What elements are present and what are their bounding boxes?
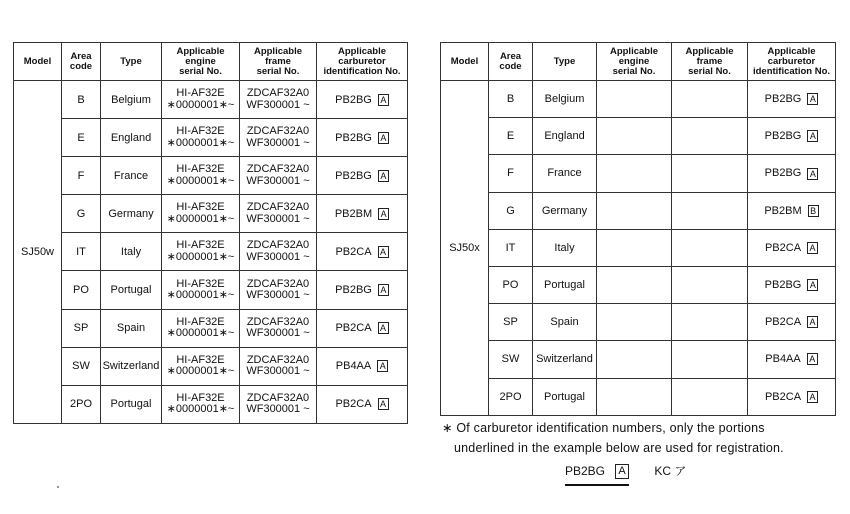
frame-serial-line: WF300001 ~: [246, 98, 310, 111]
table-row: [14, 195, 408, 233]
type-cell: Spain: [533, 304, 597, 341]
carburetor-id-text: PB2BM: [764, 204, 802, 217]
boxed-letter: A: [378, 208, 389, 220]
frame-serial-line: ZDCAF32A0: [246, 315, 310, 328]
type-cell: Germany: [533, 192, 597, 229]
footnote-line-2: underlined in the example below are used for registration.: [454, 441, 784, 455]
header-carburetor-id: Applicable carburetor identification No.: [748, 43, 836, 81]
model-cell: SJ50x: [441, 81, 489, 416]
engine-serial-line: ∗0000001∗~: [166, 250, 235, 263]
table-row: [441, 118, 836, 155]
carburetor-id-text: PB4AA: [765, 353, 801, 366]
carburetor-id-cell: [317, 195, 408, 233]
area-code-cell: E: [489, 118, 533, 155]
area-code-cell: F: [62, 157, 101, 195]
engine-serial-line: HI-AF32E: [176, 201, 225, 214]
boxed-letter: A: [807, 353, 818, 365]
boxed-letter: A: [378, 132, 389, 144]
frame-serial-cell: [672, 266, 748, 303]
type-cell: Belgium: [101, 81, 162, 119]
table-row: [441, 378, 836, 415]
engine-serial-line: HI-AF32E: [176, 125, 225, 138]
engine-serial-line: HI-AF32E: [176, 315, 225, 328]
carburetor-id-cell: [317, 157, 408, 195]
boxed-letter: A: [378, 94, 389, 106]
engine-serial-cell: [597, 229, 672, 266]
table-row: [14, 309, 408, 347]
frame-serial-cell: [240, 385, 317, 423]
carburetor-id-cell: [748, 192, 836, 229]
area-code-cell: E: [62, 119, 101, 157]
area-code-cell: 2PO: [62, 385, 101, 423]
boxed-letter: A: [807, 130, 818, 142]
header-model: Model: [441, 43, 489, 81]
engine-serial-cell: [597, 378, 672, 415]
type-cell: Portugal: [101, 271, 162, 309]
area-code-cell: G: [62, 195, 101, 233]
footnote: [442, 418, 842, 458]
engine-serial-line: ∗0000001∗~: [166, 365, 235, 378]
engine-serial-cell: [597, 192, 672, 229]
type-cell: France: [533, 155, 597, 192]
scan-speck: [57, 486, 59, 488]
frame-serial-cell: [672, 229, 748, 266]
carburetor-id-cell: [748, 155, 836, 192]
frame-serial-cell: [240, 233, 317, 271]
type-cell: England: [533, 118, 597, 155]
area-code-cell: B: [489, 81, 533, 118]
carburetor-id-text: PB2CA: [764, 316, 802, 329]
engine-serial-line: ∗0000001∗~: [166, 174, 235, 187]
frame-serial-cell: [240, 195, 317, 233]
frame-serial-cell: [240, 347, 317, 385]
carburetor-id-text: PB2BG: [764, 130, 802, 143]
type-cell: Switzerland: [101, 347, 162, 385]
header-area-code: Area code: [62, 43, 101, 81]
table-row: [14, 81, 408, 119]
frame-serial-cell: [672, 192, 748, 229]
engine-serial-line: ∗0000001∗~: [166, 327, 235, 340]
area-code-cell: 2PO: [489, 378, 533, 415]
table-row: [14, 233, 408, 271]
frame-serial-line: WF300001 ~: [246, 289, 310, 302]
carburetor-id-text: PB2CA: [764, 241, 802, 254]
engine-serial-cell: [597, 304, 672, 341]
header-model: Model: [14, 43, 62, 81]
boxed-letter: A: [378, 322, 389, 334]
area-code-cell: IT: [489, 229, 533, 266]
carburetor-id-cell: [748, 341, 836, 378]
table-row: [14, 119, 408, 157]
frame-serial-line: ZDCAF32A0: [246, 391, 310, 404]
frame-serial-cell: [672, 155, 748, 192]
frame-serial-line: WF300001 ~: [246, 365, 310, 378]
table-row: [441, 229, 836, 266]
frame-serial-line: WF300001 ~: [246, 212, 310, 225]
frame-serial-cell: [240, 81, 317, 119]
boxed-letter: A: [807, 93, 818, 105]
frame-serial-line: ZDCAF32A0: [246, 353, 310, 366]
engine-serial-cell: [162, 347, 240, 385]
area-code-cell: G: [489, 192, 533, 229]
left-spec-table: [13, 42, 408, 424]
engine-serial-cell: [162, 157, 240, 195]
header-type: Type: [101, 43, 162, 81]
carburetor-id-text: PB2CA: [335, 322, 372, 335]
boxed-letter: A: [807, 279, 818, 291]
engine-serial-cell: [597, 81, 672, 118]
carburetor-id-cell: [748, 378, 836, 415]
table-row: [14, 271, 408, 309]
type-cell: Portugal: [533, 266, 597, 303]
table-row: [14, 347, 408, 385]
engine-serial-cell: [162, 309, 240, 347]
engine-serial-line: HI-AF32E: [176, 163, 225, 176]
carburetor-id-text: PB2BG: [335, 283, 372, 296]
frame-serial-line: ZDCAF32A0: [246, 201, 310, 214]
boxed-letter: A: [378, 170, 389, 182]
header-engine-serial: Applicable engine serial No.: [162, 43, 240, 81]
table-row: [441, 155, 836, 192]
frame-serial-cell: [240, 271, 317, 309]
carburetor-id-cell: [317, 119, 408, 157]
carburetor-id-cell: [748, 229, 836, 266]
model-cell: SJ50w: [14, 81, 62, 424]
frame-serial-line: WF300001 ~: [246, 327, 310, 340]
type-cell: Switzerland: [533, 341, 597, 378]
area-code-cell: PO: [62, 271, 101, 309]
frame-serial-line: ZDCAF32A0: [246, 239, 310, 252]
area-code-cell: B: [62, 81, 101, 119]
footnote-line-1: ∗ Of carburetor identification numbers, only the portions: [442, 421, 765, 435]
engine-serial-cell: [162, 195, 240, 233]
engine-serial-line: ∗0000001∗~: [166, 403, 235, 416]
frame-serial-line: WF300001 ~: [246, 174, 310, 187]
area-code-cell: SW: [62, 347, 101, 385]
type-cell: England: [101, 119, 162, 157]
boxed-letter: A: [378, 284, 389, 296]
boxed-letter: B: [808, 205, 819, 217]
carburetor-id-text: PB2CA: [335, 398, 372, 411]
engine-serial-line: ∗0000001∗~: [166, 136, 235, 149]
table-row: [14, 385, 408, 423]
table-row: [441, 81, 836, 118]
engine-serial-cell: [597, 341, 672, 378]
engine-serial-cell: [162, 233, 240, 271]
carburetor-id-cell: [317, 233, 408, 271]
frame-serial-line: ZDCAF32A0: [246, 125, 310, 138]
boxed-letter: A: [807, 242, 818, 254]
type-cell: Italy: [533, 229, 597, 266]
table-row: [441, 341, 836, 378]
area-code-cell: PO: [489, 266, 533, 303]
engine-serial-line: ∗0000001∗~: [166, 212, 235, 225]
right-header-row: [441, 43, 836, 81]
frame-serial-line: WF300001 ~: [246, 403, 310, 416]
boxed-letter: A: [807, 316, 818, 328]
carburetor-id-cell: [748, 304, 836, 341]
table-row: [441, 192, 836, 229]
frame-serial-line: ZDCAF32A0: [246, 277, 310, 290]
carburetor-id-text: PB2BG: [764, 167, 802, 180]
left-header-row: [14, 43, 408, 81]
frame-serial-cell: [672, 304, 748, 341]
right-spec-table: [440, 42, 836, 416]
type-cell: Belgium: [533, 81, 597, 118]
table-row: [441, 304, 836, 341]
frame-serial-line: WF300001 ~: [246, 136, 310, 149]
engine-serial-cell: [162, 271, 240, 309]
header-type: Type: [533, 43, 597, 81]
frame-serial-line: ZDCAF32A0: [246, 163, 310, 176]
area-code-cell: SW: [489, 341, 533, 378]
example-boxed-letter: A: [615, 464, 629, 479]
table-row: [14, 157, 408, 195]
engine-serial-cell: [597, 155, 672, 192]
frame-serial-cell: [240, 157, 317, 195]
engine-serial-line: HI-AF32E: [176, 277, 225, 290]
engine-serial-line: HI-AF32E: [176, 353, 225, 366]
carburetor-id-text: PB2CA: [764, 390, 802, 403]
header-frame-serial: Applicable frame serial No.: [240, 43, 317, 81]
header-carburetor-id: Applicable carburetor identification No.: [317, 43, 408, 81]
engine-serial-cell: [162, 385, 240, 423]
area-code-cell: SP: [489, 304, 533, 341]
carburetor-id-cell: [317, 347, 408, 385]
engine-serial-cell: [162, 81, 240, 119]
carburetor-id-text: PB2BG: [764, 93, 802, 106]
carburetor-id-cell: [317, 309, 408, 347]
area-code-cell: SP: [62, 309, 101, 347]
boxed-letter: A: [807, 391, 818, 403]
carburetor-id-text: PB2BG: [764, 278, 802, 291]
boxed-letter: A: [377, 360, 388, 372]
frame-serial-cell: [672, 378, 748, 415]
carburetor-id-text: PB2BM: [334, 207, 373, 220]
carburetor-id-text: PB2CA: [335, 245, 372, 258]
carburetor-id-cell: [748, 81, 836, 118]
engine-serial-cell: [162, 119, 240, 157]
engine-serial-line: ∗0000001∗~: [166, 98, 235, 111]
frame-serial-cell: [672, 341, 748, 378]
carburetor-id-cell: [317, 81, 408, 119]
type-cell: Germany: [101, 195, 162, 233]
area-code-cell: IT: [62, 233, 101, 271]
engine-serial-line: HI-AF32E: [176, 239, 225, 252]
boxed-letter: A: [378, 398, 389, 410]
engine-serial-line: ∗0000001∗~: [166, 289, 235, 302]
type-cell: Portugal: [533, 378, 597, 415]
engine-serial-line: HI-AF32E: [176, 87, 225, 100]
frame-serial-line: ZDCAF32A0: [246, 87, 310, 100]
type-cell: Portugal: [101, 385, 162, 423]
engine-serial-line: HI-AF32E: [176, 391, 225, 404]
type-cell: Spain: [101, 309, 162, 347]
engine-serial-cell: [597, 118, 672, 155]
frame-serial-cell: [240, 309, 317, 347]
registration-example: [565, 462, 686, 486]
header-area-code: Area code: [489, 43, 533, 81]
carburetor-id-text: PB2BG: [335, 93, 372, 106]
engine-serial-cell: [597, 266, 672, 303]
example-suffix: KC ア: [654, 464, 687, 478]
carburetor-id-text: PB4AA: [335, 360, 372, 373]
area-code-cell: F: [489, 155, 533, 192]
frame-serial-cell: [672, 118, 748, 155]
example-underlined-code: [565, 464, 629, 486]
carburetor-id-cell: [317, 385, 408, 423]
boxed-letter: A: [378, 246, 389, 258]
table-row: [441, 266, 836, 303]
header-frame-serial: Applicable frame serial No.: [672, 43, 748, 81]
carburetor-id-text: PB2BG: [335, 131, 372, 144]
frame-serial-cell: [672, 81, 748, 118]
frame-serial-line: WF300001 ~: [246, 250, 310, 263]
carburetor-id-cell: [748, 266, 836, 303]
carburetor-id-text: PB2BG: [335, 169, 372, 182]
carburetor-id-cell: [748, 118, 836, 155]
type-cell: Italy: [101, 233, 162, 271]
example-code-text: PB2BG: [565, 464, 606, 478]
boxed-letter: A: [807, 168, 818, 180]
type-cell: France: [101, 157, 162, 195]
frame-serial-cell: [240, 119, 317, 157]
carburetor-id-cell: [317, 271, 408, 309]
header-engine-serial: Applicable engine serial No.: [597, 43, 672, 81]
